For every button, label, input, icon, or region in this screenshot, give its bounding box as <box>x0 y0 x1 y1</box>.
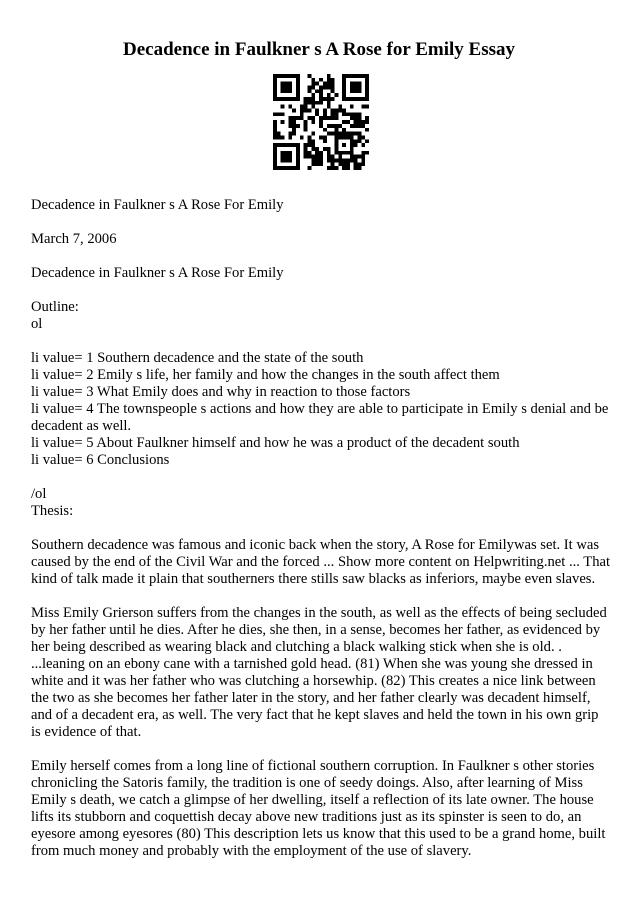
outline-item: li value= 6 Conclusions <box>31 452 170 468</box>
document-title: Decadence in Faulkner s A Rose for Emily Essay <box>123 39 515 60</box>
qr-code-icon <box>273 74 369 170</box>
outline-ol-close: /ol <box>31 486 47 502</box>
outline-item: li value= 3 What Emily does and why in reaction to those factors <box>31 384 411 400</box>
body-paragraph: Southern decadence was famous and iconic back when the story, A Rose for Emilywas set. It was caused by the end of the Civil War and the forced ... Show more content on Helpwriting.net ... That kind of talk made it plain that southerners there stills saw blacks as inferiors, maybe even slaves. <box>31 537 611 587</box>
outline-list <box>31 350 611 469</box>
outline-item: li value= 5 About Faulkner himself and how he was a product of the decadent south <box>31 435 520 451</box>
outline-ol-open: ol <box>31 316 43 332</box>
document-body <box>31 197 611 877</box>
outline-item: li value= 1 Southern decadence and the state of the south <box>31 350 364 366</box>
thesis-label: Thesis: <box>31 503 74 519</box>
outline-item: li value= 4 The townspeople s actions and how they are able to participate in Emily s denial and be decadent as well. <box>31 401 609 434</box>
outline-label: Outline: <box>31 299 79 315</box>
header-line: Decadence in Faulkner s A Rose For Emily <box>31 265 284 281</box>
body-paragraph: Miss Emily Grierson suffers from the changes in the south, as well as the effects of being secluded by her father until he dies. After he dies, she then, in a sense, becomes her father, as evidenced by her being described as wearing black and clutching a black walking stick when she is old. . ...leaning on an ebony cane with a tarnished gold head. (81) When she was young she dressed in white and it was her father who was clutching a horsewhip. (82) This creates a nice link between the two as she becomes her father later in the story, and her father clearly was decadent himself, and of a decadent era, as well. The very fact that he kept slaves and held the town in his own grip is evidence of that. <box>31 605 607 740</box>
header-line: Decadence in Faulkner s A Rose For Emily <box>31 197 284 213</box>
body-paragraph: Emily herself comes from a long line of fictional southern corruption. In Faulkner s other stories chronicling the Satoris family, the tradition is one of seedy doings. Also, after learning of Miss Emily s death, we catch a glimpse of her dwelling, itself a reflection of its late owner. The house lifts its stubborn and coquettish decay above new traditions just as its spinster is seen to do, an eyesore among eyesores (80) This description lets us know that this used to be a grand home, built from much money and probably with the employment of the use of slavery. <box>31 758 606 859</box>
date-line: March 7, 2006 <box>31 231 117 247</box>
outline-item: li value= 2 Emily s life, her family and how the changes in the south affect them <box>31 367 500 383</box>
